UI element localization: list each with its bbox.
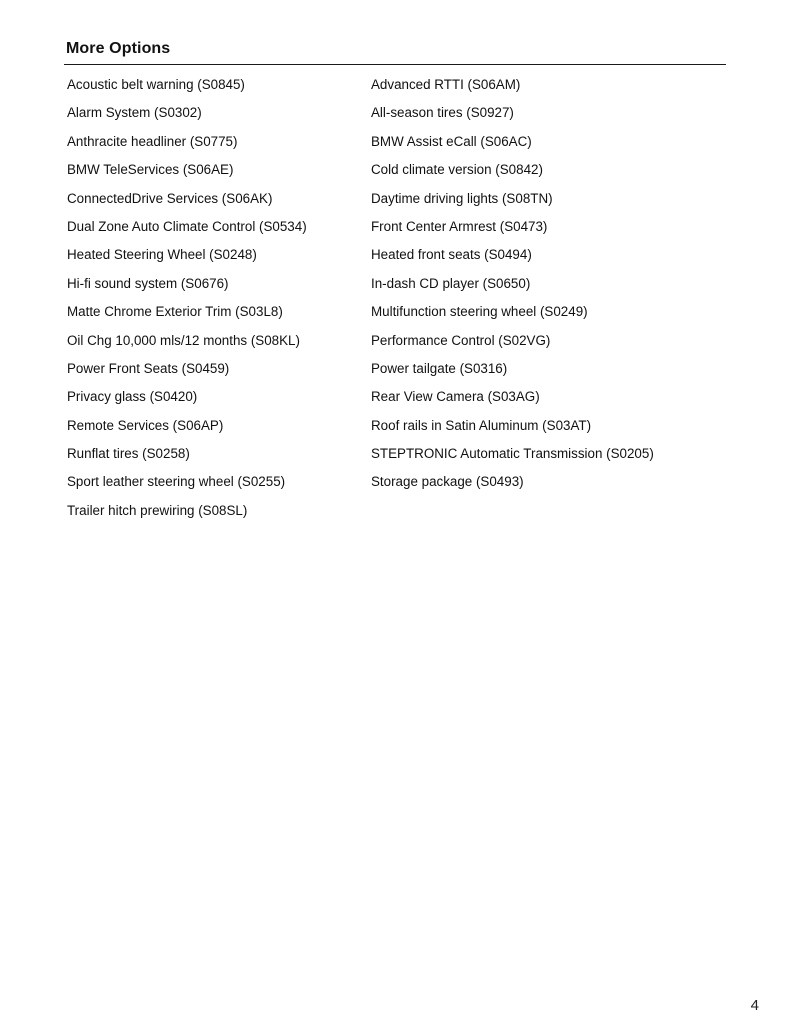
option-item: BMW Assist eCall (S06AC): [371, 133, 532, 149]
options-list: [67, 71, 727, 525]
option-item: Matte Chrome Exterior Trim (S03L8): [67, 304, 283, 320]
option-item: ConnectedDrive Services (S06AK): [67, 190, 273, 206]
option-item: Acoustic belt warning (S0845): [67, 77, 245, 92]
option-item: Sport leather steering wheel (S0255): [67, 474, 286, 490]
option-item: BMW TeleServices (S06AE): [67, 162, 234, 178]
option-item: Privacy glass (S0420): [67, 389, 198, 405]
option-item: Heated Steering Wheel (S0248): [67, 247, 257, 263]
option-item: Dual Zone Auto Climate Control (S0534): [67, 218, 307, 234]
option-item: Multifunction steering wheel (S0249): [371, 304, 588, 320]
option-item: Trailer hitch prewiring (S08SL): [67, 502, 248, 518]
option-item: All-season tires (S0927): [371, 105, 514, 121]
option-item: Power tailgate (S0316): [371, 360, 508, 376]
option-item: Roof rails in Satin Aluminum (S03AT): [371, 417, 592, 433]
page-number: 4: [750, 997, 759, 1014]
option-item: Remote Services (S06AP): [67, 417, 224, 433]
option-item: Heated front seats (S0494): [371, 247, 532, 263]
option-item: Cold climate version (S0842): [371, 162, 543, 178]
option-item: Power Front Seats (S0459): [67, 360, 230, 376]
option-item: Hi-fi sound system (S0676): [67, 275, 229, 291]
option-item: Performance Control (S02VG): [371, 332, 551, 348]
option-item: Storage package (S0493): [371, 474, 524, 490]
option-item: In-dash CD player (S0650): [371, 275, 531, 291]
option-item: Runflat tires (S0258): [67, 446, 190, 462]
option-item: STEPTRONIC Automatic Transmission (S0205): [371, 446, 654, 462]
option-item: Advanced RTTI (S06AM): [371, 77, 521, 92]
option-item: Alarm System (S0302): [67, 105, 202, 121]
section-header: [64, 39, 726, 65]
option-item: Oil Chg 10,000 mls/12 months (S08KL): [67, 332, 300, 348]
option-item: Rear View Camera (S03AG): [371, 389, 540, 405]
option-item: Anthracite headliner (S0775): [67, 133, 238, 149]
option-item: Daytime driving lights (S08TN): [371, 190, 553, 206]
option-item: Front Center Armrest (S0473): [371, 218, 548, 234]
section-title: More Options: [66, 40, 171, 57]
